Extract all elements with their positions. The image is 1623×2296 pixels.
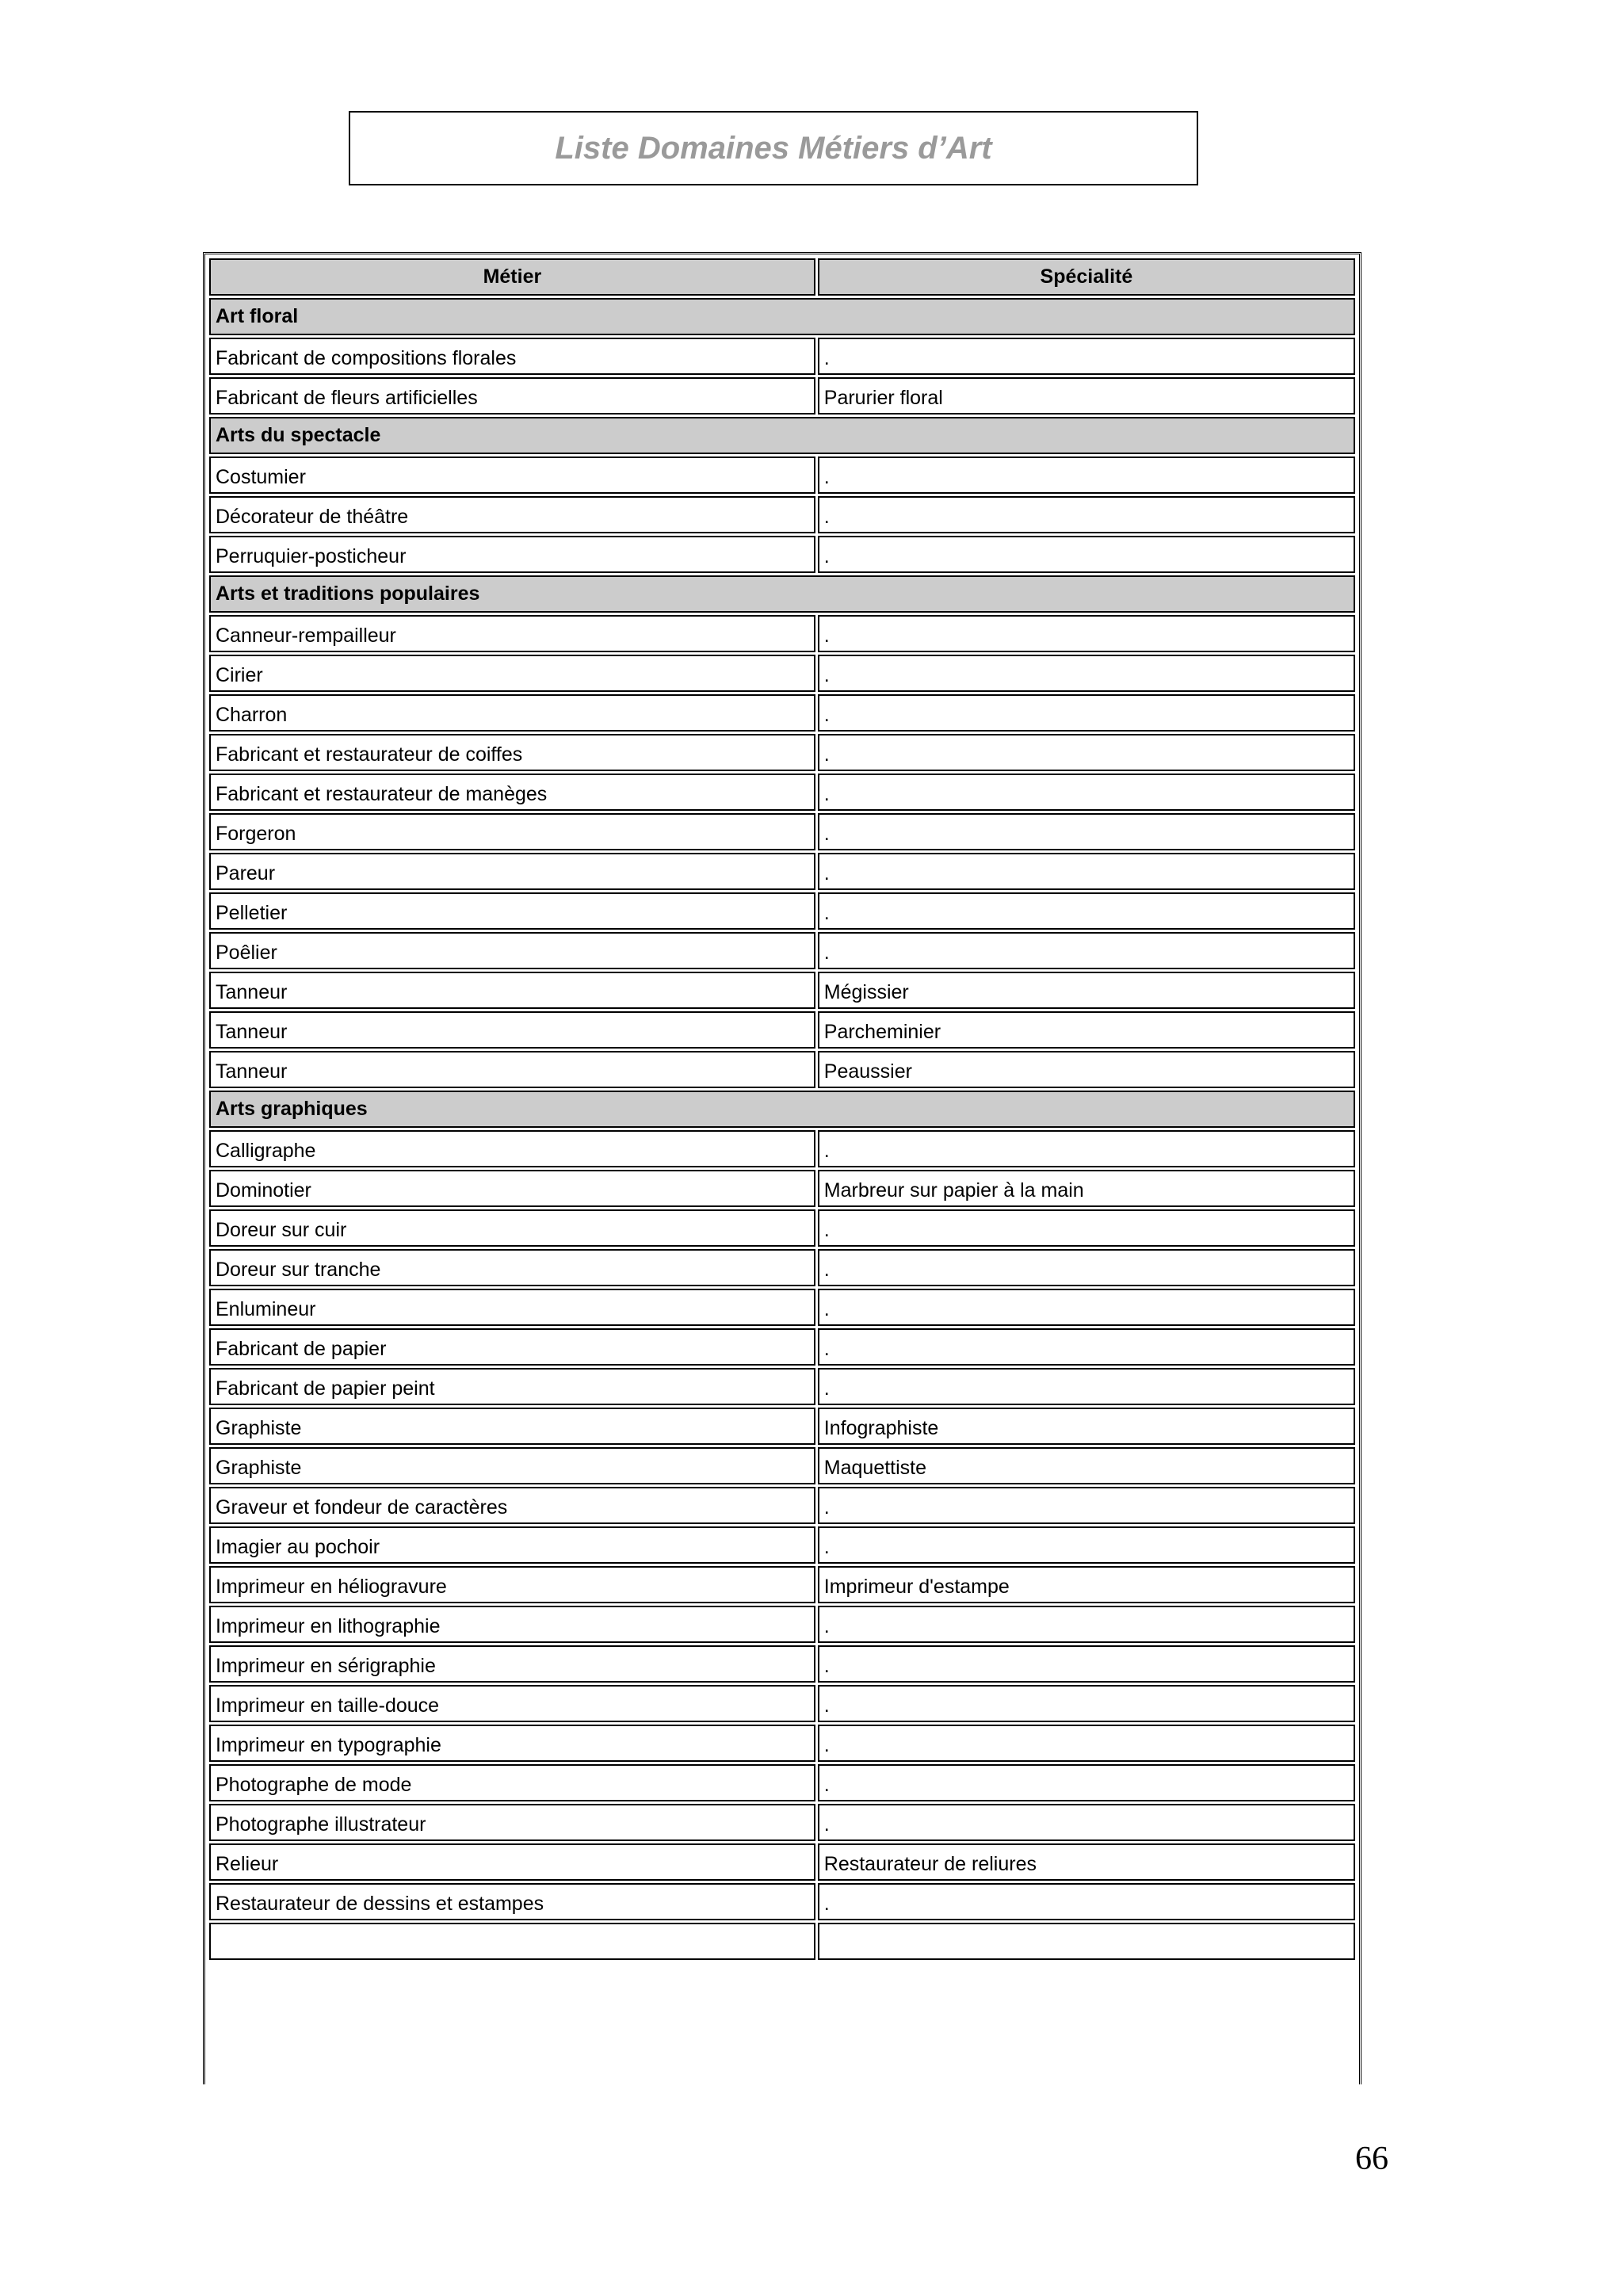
specialite-cell: . xyxy=(818,774,1355,811)
table-row xyxy=(209,853,1355,890)
table-row xyxy=(209,496,1355,533)
table-row xyxy=(209,1843,1355,1881)
specialite-cell: . xyxy=(818,1804,1355,1841)
metier-cell: Forgeron xyxy=(209,813,815,850)
specialite-cell: . xyxy=(818,1249,1355,1286)
specialite-cell: . xyxy=(818,734,1355,771)
specialite-cell: . xyxy=(818,536,1355,573)
metier-cell: Tanneur xyxy=(209,972,815,1009)
table-row xyxy=(209,1249,1355,1286)
specialite-cell: . xyxy=(818,1606,1355,1643)
table-row xyxy=(209,1804,1355,1841)
section-row xyxy=(209,417,1355,454)
table-row xyxy=(209,1566,1355,1603)
page-number: 66 xyxy=(1355,2141,1388,2177)
table-row xyxy=(209,655,1355,692)
specialite-cell: . xyxy=(818,853,1355,890)
specialite-cell xyxy=(818,1923,1355,1960)
specialite-cell: Infographiste xyxy=(818,1408,1355,1445)
metier-cell: Fabricant et restaurateur de coiffes xyxy=(209,734,815,771)
specialite-cell: Peaussier xyxy=(818,1051,1355,1088)
table-row xyxy=(209,932,1355,969)
metier-cell: Fabricant et restaurateur de manèges xyxy=(209,774,815,811)
specialite-cell: Parurier floral xyxy=(818,377,1355,415)
metier-cell: Calligraphe xyxy=(209,1130,815,1167)
table-row xyxy=(209,1011,1355,1049)
metier-cell: Dominotier xyxy=(209,1170,815,1207)
metier-cell: Graphiste xyxy=(209,1447,815,1484)
section-row xyxy=(209,575,1355,613)
specialite-cell: . xyxy=(818,1685,1355,1722)
metier-cell: Photographe illustrateur xyxy=(209,1804,815,1841)
table-row xyxy=(209,1526,1355,1564)
table-row xyxy=(209,1645,1355,1683)
specialite-cell: . xyxy=(818,892,1355,930)
metier-cell: Poêlier xyxy=(209,932,815,969)
table-row xyxy=(209,1923,1355,1960)
table-row xyxy=(209,1447,1355,1484)
table-row xyxy=(209,892,1355,930)
specialite-cell: Parcheminier xyxy=(818,1011,1355,1049)
table-row xyxy=(209,1130,1355,1167)
column-header-specialite: Spécialité xyxy=(818,258,1355,296)
table-row xyxy=(209,1883,1355,1920)
table-row xyxy=(209,813,1355,850)
specialite-cell: . xyxy=(818,615,1355,652)
specialite-cell: . xyxy=(818,1883,1355,1920)
metier-cell: Tanneur xyxy=(209,1011,815,1049)
metier-cell: Fabricant de fleurs artificielles xyxy=(209,377,815,415)
metier-cell: Perruquier-posticheur xyxy=(209,536,815,573)
table-row xyxy=(209,1209,1355,1247)
metier-cell xyxy=(209,1923,815,1960)
metier-cell: Fabricant de compositions florales xyxy=(209,338,815,375)
title-box xyxy=(349,111,1198,185)
specialite-cell: Restaurateur de reliures xyxy=(818,1843,1355,1881)
table-row xyxy=(209,1487,1355,1524)
metier-cell: Fabricant de papier peint xyxy=(209,1368,815,1405)
metier-cell: Restaurateur de dessins et estampes xyxy=(209,1883,815,1920)
metier-cell: Costumier xyxy=(209,457,815,494)
table-row xyxy=(209,536,1355,573)
table-row xyxy=(209,1685,1355,1722)
metier-cell: Photographe de mode xyxy=(209,1764,815,1801)
metier-cell: Pareur xyxy=(209,853,815,890)
specialite-cell: . xyxy=(818,1209,1355,1247)
table-row xyxy=(209,694,1355,732)
metier-cell: Imagier au pochoir xyxy=(209,1526,815,1564)
specialite-cell: Marbreur sur papier à la main xyxy=(818,1170,1355,1207)
specialite-cell: . xyxy=(818,1526,1355,1564)
metier-cell: Fabricant de papier xyxy=(209,1328,815,1366)
specialite-cell: . xyxy=(818,1368,1355,1405)
metier-cell: Décorateur de théâtre xyxy=(209,496,815,533)
table-row xyxy=(209,338,1355,375)
section-title: Art floral xyxy=(209,298,1355,335)
section-row xyxy=(209,1091,1355,1128)
specialite-cell: . xyxy=(818,932,1355,969)
specialite-cell: Imprimeur d'estampe xyxy=(818,1566,1355,1603)
metier-cell: Doreur sur cuir xyxy=(209,1209,815,1247)
metier-cell: Graveur et fondeur de caractères xyxy=(209,1487,815,1524)
metier-cell: Imprimeur en sérigraphie xyxy=(209,1645,815,1683)
metier-cell: Imprimeur en héliogravure xyxy=(209,1566,815,1603)
specialite-cell: . xyxy=(818,1289,1355,1326)
metier-cell: Canneur-rempailleur xyxy=(209,615,815,652)
metier-cell: Relieur xyxy=(209,1843,815,1881)
section-title: Arts du spectacle xyxy=(209,417,1355,454)
specialite-cell: . xyxy=(818,1764,1355,1801)
table-row xyxy=(209,377,1355,415)
table-row xyxy=(209,1170,1355,1207)
table-row xyxy=(209,1368,1355,1405)
metier-cell: Charron xyxy=(209,694,815,732)
metier-cell: Graphiste xyxy=(209,1408,815,1445)
metiers-table-body xyxy=(209,258,1355,1960)
metier-cell: Cirier xyxy=(209,655,815,692)
specialite-cell: . xyxy=(818,655,1355,692)
metiers-table xyxy=(207,256,1358,1962)
table-header-row xyxy=(209,258,1355,296)
specialite-cell: . xyxy=(818,1725,1355,1762)
table-row xyxy=(209,1328,1355,1366)
column-header-metier: Métier xyxy=(209,258,815,296)
section-title: Arts et traditions populaires xyxy=(209,575,1355,613)
specialite-cell: . xyxy=(818,338,1355,375)
specialite-cell: . xyxy=(818,1328,1355,1366)
table-row xyxy=(209,734,1355,771)
table-row xyxy=(209,972,1355,1009)
specialite-cell: . xyxy=(818,694,1355,732)
table-row xyxy=(209,1051,1355,1088)
specialite-cell: . xyxy=(818,813,1355,850)
metier-cell: Enlumineur xyxy=(209,1289,815,1326)
metier-cell: Imprimeur en taille-douce xyxy=(209,1685,815,1722)
specialite-cell: . xyxy=(818,496,1355,533)
table-row xyxy=(209,1764,1355,1801)
table-row xyxy=(209,1606,1355,1643)
table-row xyxy=(209,457,1355,494)
metier-cell: Pelletier xyxy=(209,892,815,930)
table-row xyxy=(209,1725,1355,1762)
table-row xyxy=(209,774,1355,811)
metiers-table-frame xyxy=(203,252,1361,2084)
metier-cell: Imprimeur en lithographie xyxy=(209,1606,815,1643)
table-row xyxy=(209,1289,1355,1326)
table-row xyxy=(209,615,1355,652)
metier-cell: Tanneur xyxy=(209,1051,815,1088)
page-title: Liste Domaines Métiers d’Art xyxy=(555,130,992,166)
section-row xyxy=(209,298,1355,335)
specialite-cell: . xyxy=(818,1130,1355,1167)
specialite-cell: . xyxy=(818,1487,1355,1524)
section-title: Arts graphiques xyxy=(209,1091,1355,1128)
metier-cell: Imprimeur en typographie xyxy=(209,1725,815,1762)
specialite-cell: . xyxy=(818,1645,1355,1683)
table-row xyxy=(209,1408,1355,1445)
specialite-cell: Maquettiste xyxy=(818,1447,1355,1484)
specialite-cell: Mégissier xyxy=(818,972,1355,1009)
specialite-cell: . xyxy=(818,457,1355,494)
metier-cell: Doreur sur tranche xyxy=(209,1249,815,1286)
